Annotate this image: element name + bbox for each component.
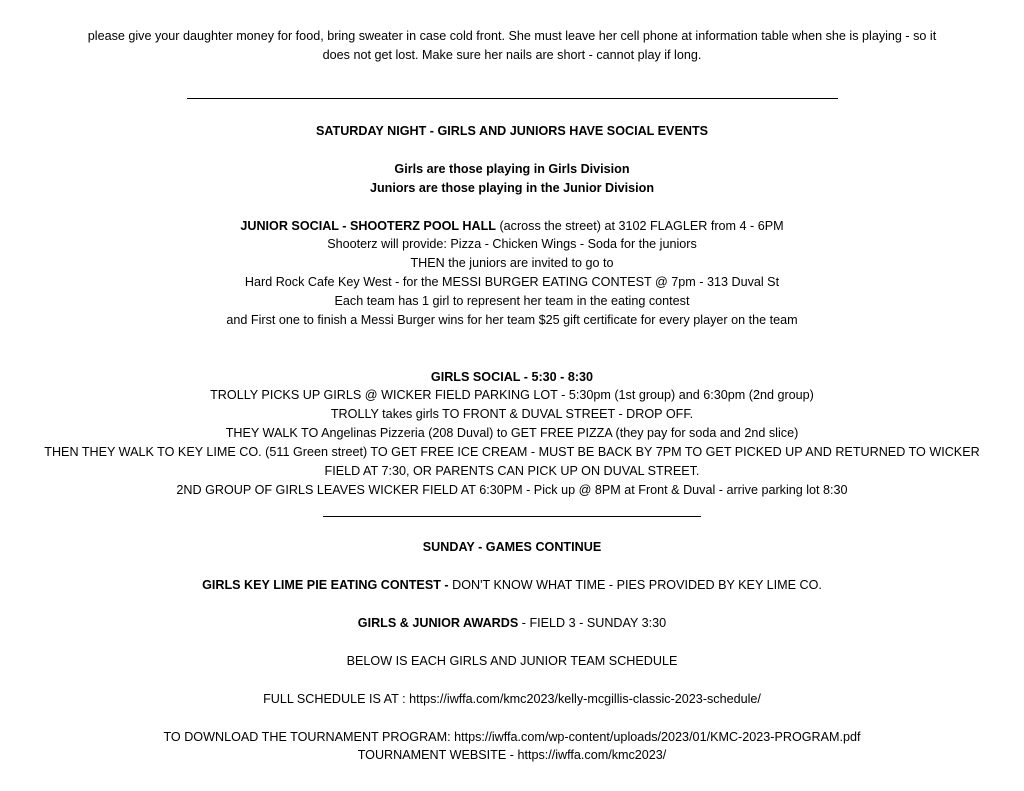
girls-social-title: GIRLS SOCIAL - 5:30 - 8:30 <box>430 370 594 384</box>
tournament-website-link[interactable]: TOURNAMENT WEBSITE - https://iwffa.com/kmc2023/ <box>357 748 667 762</box>
sunday-heading: SUNDAY - GAMES CONTINUE <box>422 540 602 554</box>
junior-social-line: Shooterz will provide: Pizza - Chicken Wings - Soda for the juniors <box>327 237 697 251</box>
junior-social-line: and First one to finish a Messi Burger wins for her team $25 gift certificate for every player on the team <box>226 313 798 327</box>
junior-social-title-line <box>0 217 1024 235</box>
saturday-heading: SATURDAY NIGHT - GIRLS AND JUNIORS HAVE SOCIAL EVENTS <box>315 124 709 138</box>
girls-social-line: TROLLY PICKS UP GIRLS @ WICKER FIELD PARKING LOT - 5:30pm (1st group) and 6:30pm (2nd group) <box>210 388 814 402</box>
pie-contest-details: DON'T KNOW WHAT TIME - PIES PROVIDED BY KEY LIME CO. <box>448 578 822 592</box>
full-schedule-link[interactable]: FULL SCHEDULE IS AT : https://iwffa.com/kmc2023/kelly-mcgillis-classic-2023-schedule/ <box>263 692 761 706</box>
girls-social-line: 2ND GROUP OF GIRLS LEAVES WICKER FIELD AT 6:30PM - Pick up @ 8PM at Front & Duval - arrive parking lot 8:30 <box>176 483 848 497</box>
junior-social-title: JUNIOR SOCIAL - SHOOTERZ POOL HALL <box>240 219 496 233</box>
awards-line <box>0 614 1024 632</box>
pie-contest-title: GIRLS KEY LIME PIE EATING CONTEST - <box>202 578 449 592</box>
awards-details: - FIELD 3 - SUNDAY 3:30 <box>518 616 667 630</box>
intro-line-2: does not get lost. Make sure her nails are short - cannot play if long. <box>322 48 702 62</box>
team-schedule-note: BELOW IS EACH GIRLS AND JUNIOR TEAM SCHEDULE <box>346 654 678 668</box>
program-download-link[interactable]: TO DOWNLOAD THE TOURNAMENT PROGRAM: https://iwffa.com/wp-content/uploads/2023/01/KMC-2023-PROGRAM.pdf <box>163 730 861 744</box>
junior-social-details: (across the street) at 3102 FLAGLER from 4 - 6PM <box>495 219 784 233</box>
pie-contest-line <box>0 576 1024 594</box>
girls-definition: Girls are those playing in Girls Division <box>394 162 630 176</box>
girls-social-line: FIELD AT 7:30, OR PARENTS CAN PICK UP ON DUVAL STREET. <box>324 464 700 478</box>
intro-line-1: please give your daughter money for food, bring sweater in case cold front. She must leave her cell phone at information table when she is playing - so it <box>87 29 937 43</box>
junior-social-line: Each team has 1 girl to represent her team in the eating contest <box>334 294 690 308</box>
juniors-definition: Juniors are those playing in the Junior Division <box>369 181 655 195</box>
junior-social-line: THEN the juniors are invited to go to <box>410 256 614 270</box>
girls-social-line: TROLLY takes girls TO FRONT & DUVAL STREET - DROP OFF. <box>330 407 694 421</box>
girls-social-line: THEY WALK TO Angelinas Pizzeria (208 Duval) to GET FREE PIZZA (they pay for soda and 2nd slice) <box>225 426 799 440</box>
divider-top <box>187 98 838 99</box>
junior-social-line: Hard Rock Cafe Key West - for the MESSI BURGER EATING CONTEST @ 7pm - 313 Duval St <box>244 275 780 289</box>
girls-social-line: THEN THEY WALK TO KEY LIME CO. (511 Green street) TO GET FREE ICE CREAM - MUST BE BACK BY 7PM TO GET PICKED UP AND RETURNED TO WICKER <box>44 445 980 459</box>
divider-middle <box>323 516 701 517</box>
awards-title: GIRLS & JUNIOR AWARDS <box>357 616 519 630</box>
